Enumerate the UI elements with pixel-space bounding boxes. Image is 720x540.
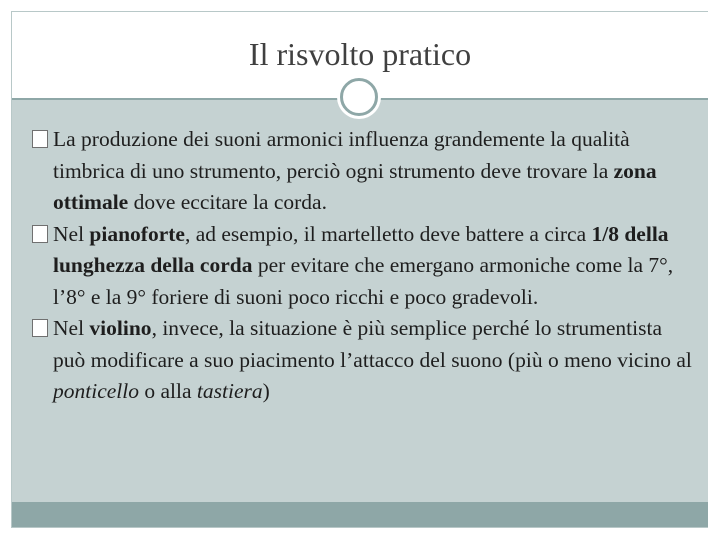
bullet-item [32,219,694,314]
bullet-emphasis: zona ottimale [53,158,657,214]
ring-outer [340,78,378,116]
slide-title: Il risvolto pratico [248,36,472,72]
bullet-emphasis: 1/8 della lunghezza della corda [53,221,669,277]
footer-bar [12,502,708,527]
ring-icon [340,78,378,116]
bullet-text: o alla [138,379,197,403]
bullet-text: per evitare che emergano armoniche come la 7°, l’8° e la 9° foriere di suoni poco ricchi e poco gradevoli. [53,253,674,309]
bullet-italic: tastiera [196,379,263,403]
bullet-text: Nel [53,316,90,340]
bullet-text: , ad esempio, il martelletto deve battere a circa [184,221,592,246]
bullet-text: La produzione dei suoni armonici influenza grandemente la qualità timbrica di uno strumento, perciò ogni strumento deve trovare la [53,127,630,183]
bullet-text: dove eccitare la corda. [128,190,327,214]
bullet-text: , invece, la situazione è più semplice perché lo strumentista può modificare a suo piacimento l’attacco del suono (più o meno vicino al [53,316,692,372]
bullet-item [32,313,694,408]
bullet-text: ) [262,379,270,403]
bullet-box-icon [32,130,48,148]
slide-body [32,124,694,408]
bullet-text: Nel [53,221,90,246]
bullet-box-icon [32,225,48,243]
bullet-emphasis: pianoforte [89,221,185,246]
bullet-emphasis: violino [89,316,152,340]
bullet-italic: ponticello [53,379,139,403]
bullet-box-icon [32,319,48,337]
bullet-item [32,124,694,219]
